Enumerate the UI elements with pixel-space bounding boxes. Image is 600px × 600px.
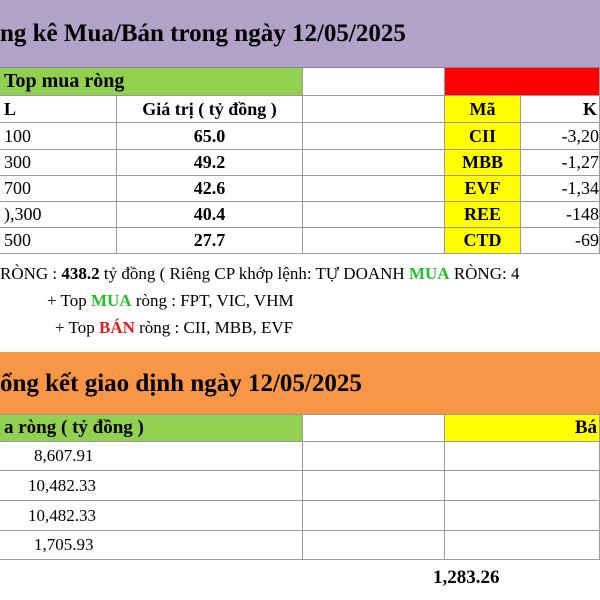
table-row-value [117,202,303,228]
sell-vol [521,202,600,228]
blank-cell [303,414,445,442]
buy-value: 49.2 [193,152,226,172]
summary-text: tỷ đồng ( Riêng CP khớp lệnh: TỰ DOANH [99,264,409,283]
summary-label: RÒNG : [0,264,62,283]
summary-line-1 [0,264,600,290]
top-sell-list: ròng : CII, MBB, EVF [134,318,294,337]
summary-mua: MUA [408,264,450,283]
sell-vol-label: -69 [575,230,599,250]
section1-title: ng kê Mua/Bán trong ngày 12/05/2025 [0,20,406,47]
col-value-header-label: Giá trị ( tỷ đồng ) [142,98,277,119]
table-row-vol [0,123,117,150]
sell-vol [521,123,600,150]
table-row-vol [0,202,117,228]
table-row-value [117,176,303,202]
blank-cell [303,150,445,176]
blank-cell [445,531,600,560]
col-k-header [521,96,600,123]
section2-right-header [445,414,600,442]
table-row-vol [0,228,117,254]
summary-line-2 [47,291,294,317]
section2-left-header [0,414,303,442]
blank-cell [445,471,600,501]
sell-code [445,202,521,228]
blank-cell [303,176,445,202]
top-sell-header [445,68,600,96]
sell-code [445,150,521,176]
sell-code [445,228,521,254]
blank-cell [303,442,445,471]
blank-cell [303,96,445,123]
row-value: 8,607.91 [34,446,94,465]
section2-title: ổng kết giao dịnh ngày 12/05/2025 [0,370,362,397]
col-left-header-label: L [4,98,17,119]
top-buy-prefix: + Top [47,291,91,310]
buy-vol: 100 [4,125,31,146]
total-value: 1,283.26 [433,567,500,588]
sell-code-label: EVF [464,178,501,198]
table-row-value [117,228,303,254]
buy-vol: ),300 [4,204,42,224]
sell-vol [521,176,600,202]
blank-cell [303,501,445,531]
buy-value: 65.0 [193,125,226,146]
blank-cell [303,123,445,150]
buy-vol: 700 [4,178,31,198]
sell-vol [521,228,600,254]
col-code-header-label: Mã [469,98,496,119]
top-sell-ban: BÁN [98,318,135,337]
row-value: 10,482.33 [28,475,96,495]
blank-header-cell [303,68,445,96]
sell-code [445,176,521,202]
blank-cell [445,442,600,471]
sell-vol [521,150,600,176]
blank-cell [303,531,445,560]
table-row-vol [0,150,117,176]
top-buy-header-label: Top mua ròng [4,70,125,92]
buy-value: 40.4 [193,204,226,224]
top-buy-list: ròng : FPT, VIC, VHM [131,291,294,310]
table-row-value [117,150,303,176]
sell-vol-label: -148 [566,204,599,224]
col-k-header-label: K [582,98,597,119]
sell-code [445,123,521,150]
table-row [0,471,303,501]
col-left-header [0,96,117,123]
summary-text-2: RÒNG: [449,264,511,283]
top-buy-mua: MUA [90,291,132,310]
blank-cell [303,471,445,501]
top-sell-prefix: + Top [55,318,99,337]
sell-code-label: CII [468,125,496,146]
section2-right-header-label: Bá [574,417,597,438]
table-row [0,442,303,471]
table-row [0,501,303,531]
table-row-value [117,123,303,150]
summary-amount: 438.2 [61,264,100,283]
top-buy-header [0,68,303,96]
buy-vol: 500 [4,230,31,250]
buy-value: 27.7 [193,230,226,250]
section2-title-band [0,352,600,414]
sell-vol-label: -1,27 [561,152,599,172]
sell-vol-label: -3,20 [561,125,599,146]
buy-value: 42.6 [193,178,226,198]
blank-cell [303,228,445,254]
blank-cell [445,501,600,531]
sell-code-label: MBB [461,152,503,172]
summary-text-3: 4 [510,264,520,283]
section1-title-band [0,0,600,68]
blank-cell [303,202,445,228]
col-value-header [117,96,303,123]
table-row-vol [0,176,117,202]
row-value: 10,482.33 [28,505,96,525]
buy-vol: 300 [4,152,31,172]
row-value: 1,705.93 [34,535,94,554]
sell-code-label: REE [463,204,501,224]
sell-vol-label: -1,34 [561,178,599,198]
section2-left-header-label: a ròng ( tỷ đồng ) [4,417,144,438]
sell-code-label: CTD [463,230,502,250]
summary-line-3 [55,318,293,344]
table-row [0,531,303,560]
col-code-header [445,96,521,123]
